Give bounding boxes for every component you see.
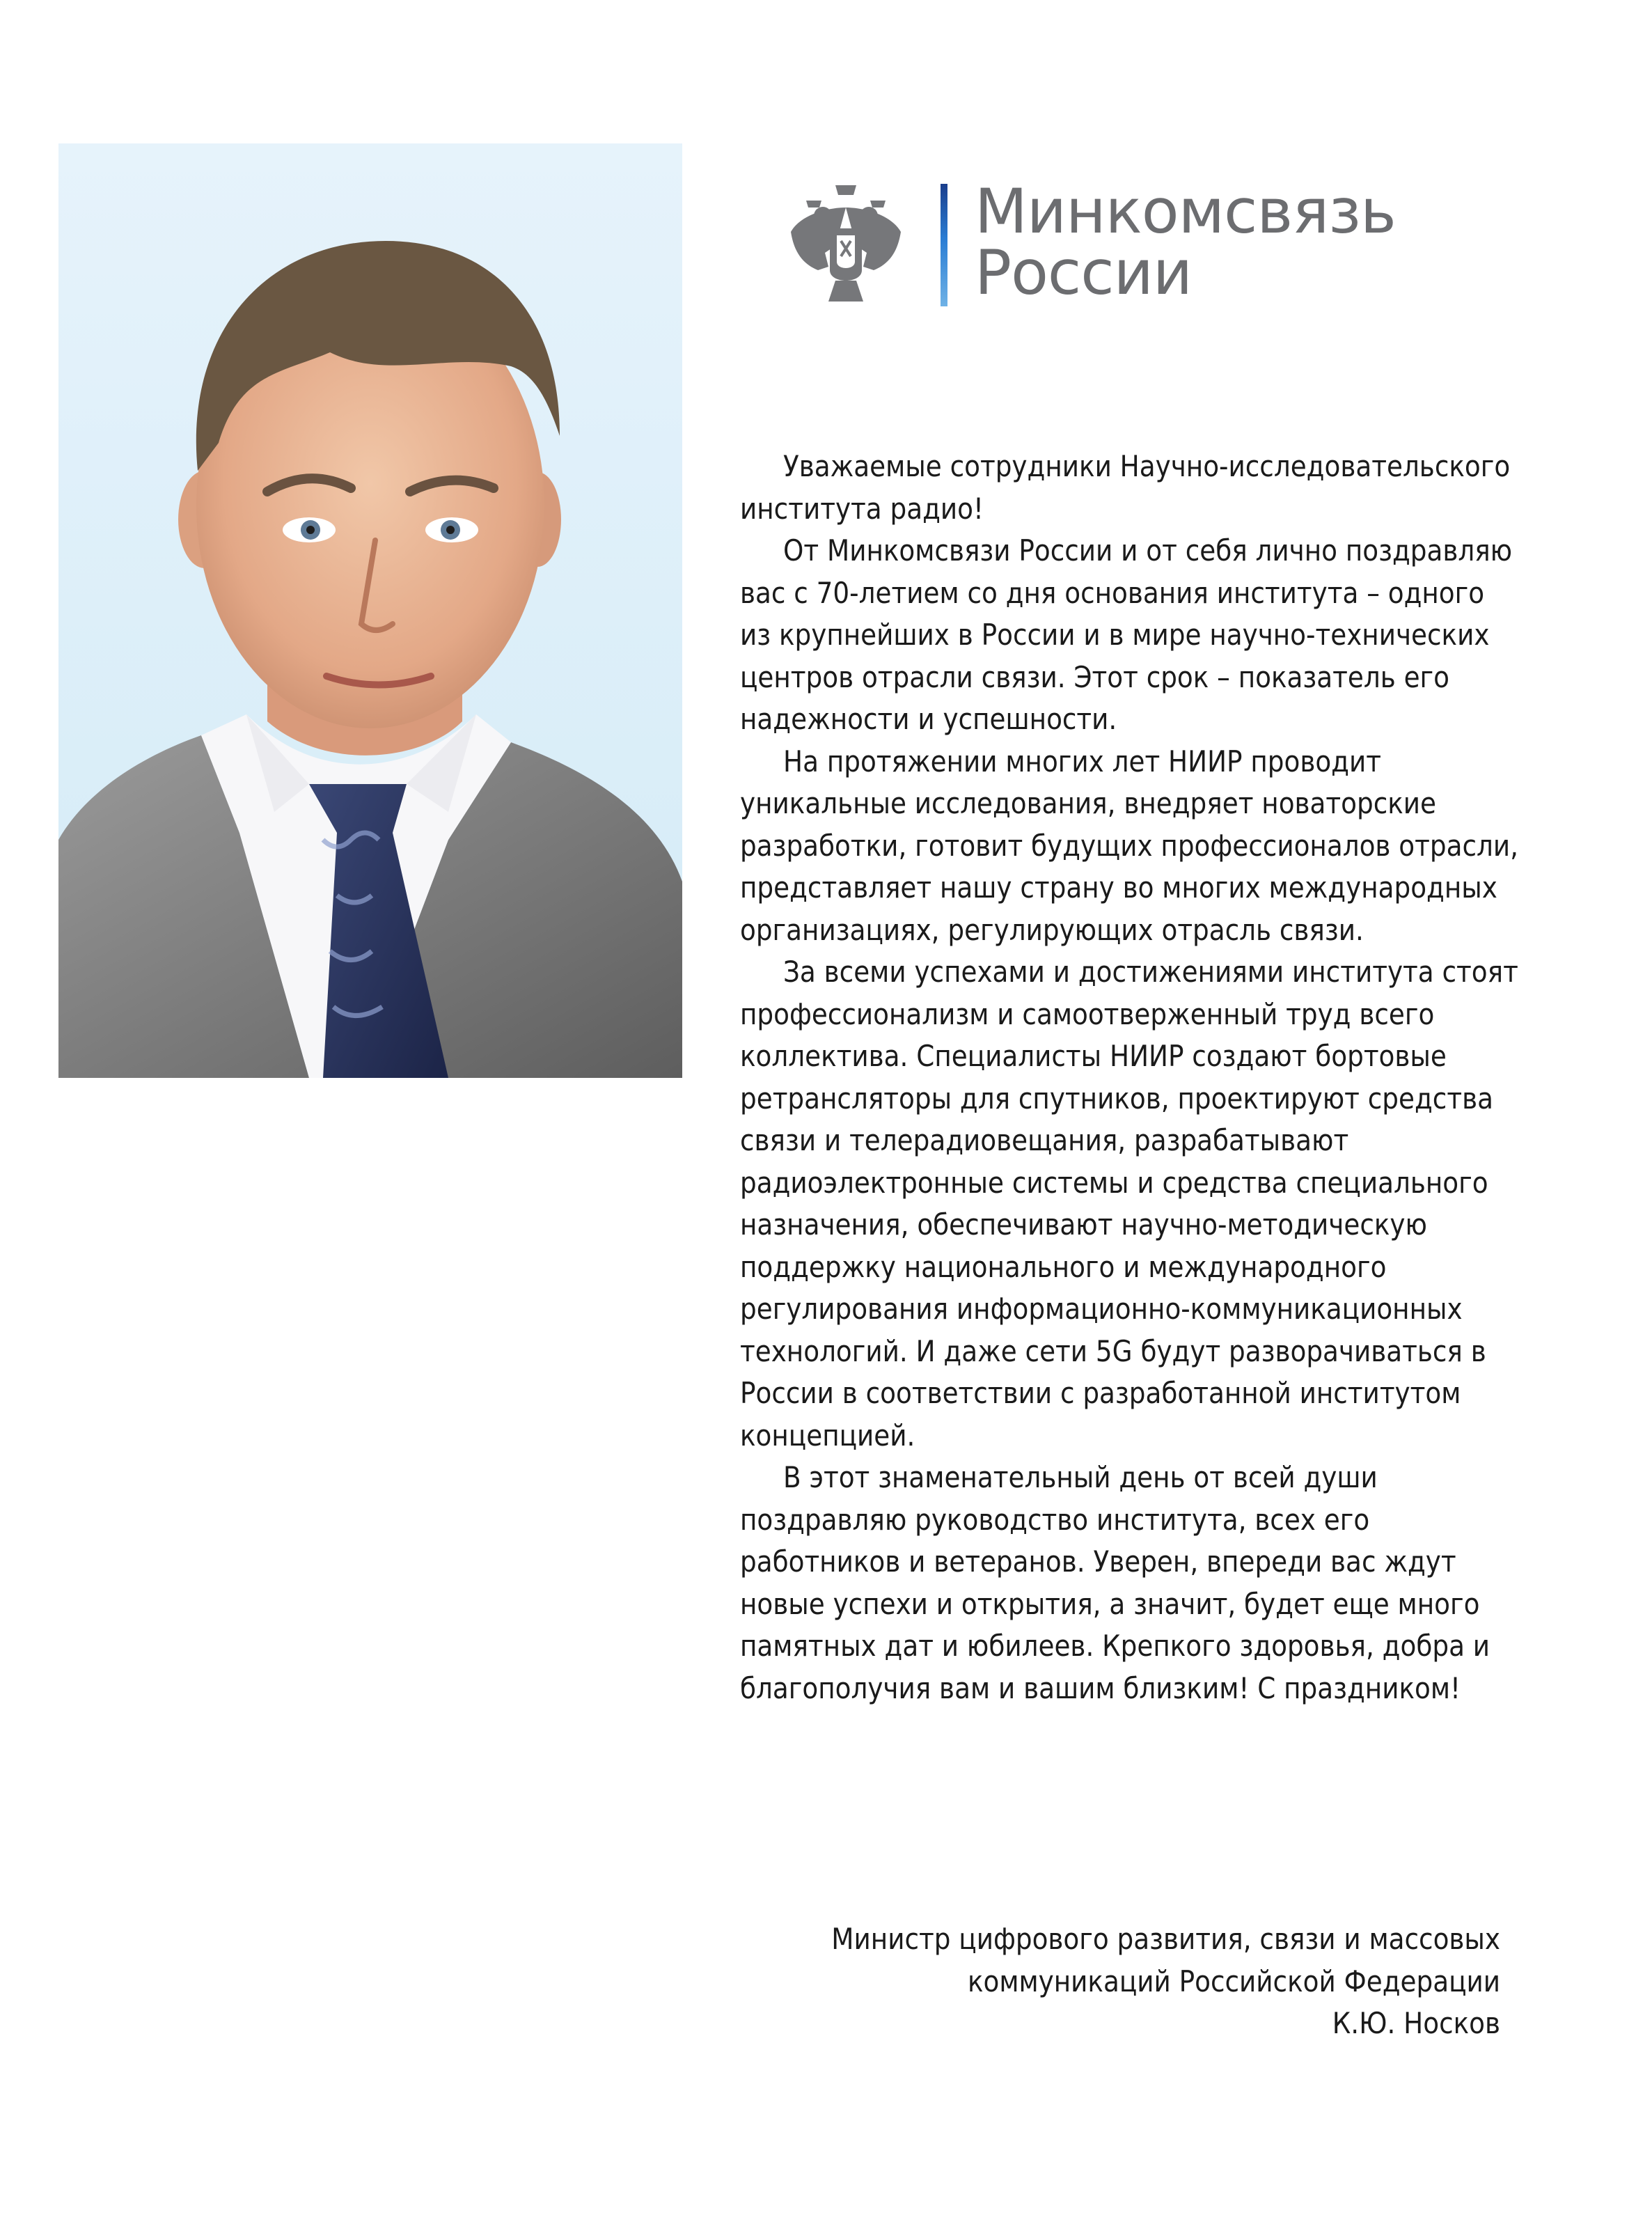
logo-line-2: России <box>975 237 1193 308</box>
logo-wordmark <box>975 175 1396 308</box>
letter-paragraph: Уважаемые сотрудники Научно-исследовательского института радио! <box>740 449 1511 526</box>
signature-block <box>740 1918 1500 2045</box>
letter-paragraph: В этот знаменательный день от всей души поздравляю руководство института, всех его работников и ветеранов. Уверен, впереди вас ждут новые успехи и открытия, а значит, будет еще много памятных дат и юбилеев. Крепкого здоровья, добра и благополучия вам и вашим близким! С праздником! <box>740 1460 1490 1705</box>
letter-body <box>740 446 1520 1709</box>
letter-paragraph: На протяжении многих лет НИИР проводит уникальные исследования, внедряет новаторские разработки, готовит будущих профессионалов отрасли, представляет нашу страну во многих международных организациях, регулирующих отрасль связи. <box>740 744 1518 947</box>
ministry-logo <box>787 175 1511 312</box>
portrait-photo <box>58 143 682 1078</box>
signature-name: К.Ю. Носков <box>1332 2006 1500 2040</box>
letter-paragraph: За всеми успехами и достижениями института стоят профессионализм и самоотверженный труд всего коллектива. Специалисты НИИР создают бортовые ретрансляторы для спутников, проектируют средства связи и телерадиовещания, разрабатывают радиоэлектронные системы и средства специального назначения, обеспечивают научно-методическую поддержку национального и международного регулирования информационно-коммуникационных технологий. И даже сети 5G будут разворачиваться в России в соответствии с разработанной институтом концепцией. <box>740 955 1518 1453</box>
double-headed-eagle-emblem-icon <box>787 180 905 305</box>
logo-line-1: Минкомсвязь <box>975 175 1396 247</box>
signature-title-line-2: коммуникаций Российской Федерации <box>967 1964 1500 1998</box>
logo-accent-bar <box>941 184 947 306</box>
letter-paragraph: От Минкомсвязи России и от себя лично поздравляю вас с 70-летием со дня основания института – одного из крупнейших в России и в мире научно-технических центров отрасли связи. Этот срок – показатель его надежности и успешности. <box>740 533 1513 736</box>
signature-title-line-1: Министр цифрового развития, связи и массовых <box>831 1922 1500 1956</box>
